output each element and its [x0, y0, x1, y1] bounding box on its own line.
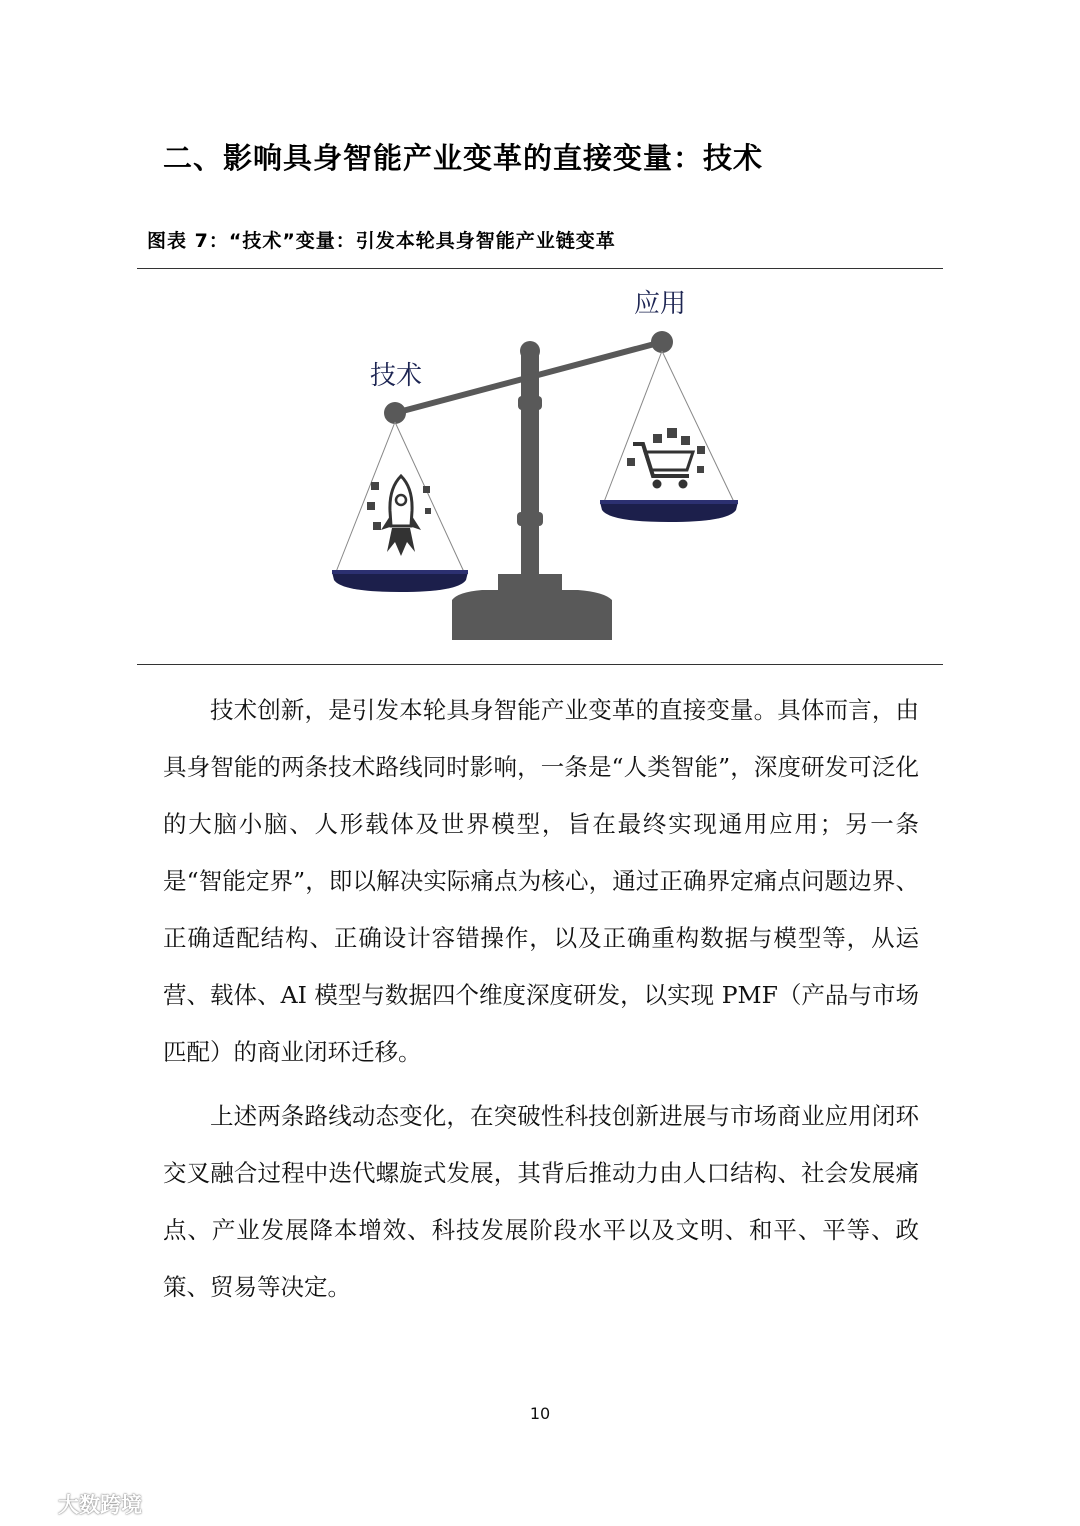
- right-label: 应用: [634, 289, 687, 319]
- figure-bottom-rule: [137, 664, 943, 665]
- scale-post-top: [520, 341, 540, 361]
- paragraph-text: 上述两条路线动态变化，在突破性科技创新进展与市场商业应用闭环交叉融合过程中迭代螺旋式发展，其背后推动力由人口结构、社会发展痛点、产业发展降本增效、科技发展阶段水平以及文明、和平、平等、政策、贸易等决定。: [163, 1102, 919, 1301]
- left-pivot: [384, 402, 406, 424]
- right-pivot: [651, 331, 673, 353]
- body-paragraph-1: [163, 682, 919, 1081]
- left-pan: [332, 572, 468, 592]
- paragraph-text: 技术创新，是引发本轮具身智能产业变革的直接变量。具体而言，由具身智能的两条技术路线同时影响，一条是“人类智能”，深度研发可泛化的大脑小脑、人形载体及世界模型，旨在最终实现通用应用；另一条是“智能定界”，即以解决实际痛点为核心，通过正确界定痛点问题边界、正确适配结构、正确设计容错操作，以及正确重构数据与模型等，从运营、载体、AI 模型与数据四个维度深度研发，以实现 PMF（产品与市场匹配）的商业闭环迁移。: [163, 696, 919, 1066]
- body-paragraph-2: [163, 1088, 919, 1316]
- shopping-cart-icon: [627, 428, 705, 489]
- page-number: 10: [529, 1404, 551, 1423]
- watermark-logo-icon: [8, 1491, 52, 1517]
- scale-base: [452, 574, 612, 640]
- section-heading: 二、影响具身智能产业变革的直接变量：技术: [163, 141, 764, 175]
- rocket-icon: [367, 476, 431, 556]
- scale-post-collar: [517, 512, 543, 526]
- figure-top-rule: [137, 268, 943, 269]
- scale-post-collar: [518, 396, 542, 410]
- balance-scale-figure: [268, 274, 812, 660]
- scale-post: [521, 350, 539, 578]
- left-label: 技术: [370, 361, 423, 391]
- right-pan: [600, 502, 738, 522]
- figure-caption: 图表 7：“技术”变量：引发本轮具身智能产业链变革: [147, 230, 616, 252]
- watermark: [8, 1489, 142, 1519]
- watermark-text: 大数跨境: [58, 1493, 142, 1517]
